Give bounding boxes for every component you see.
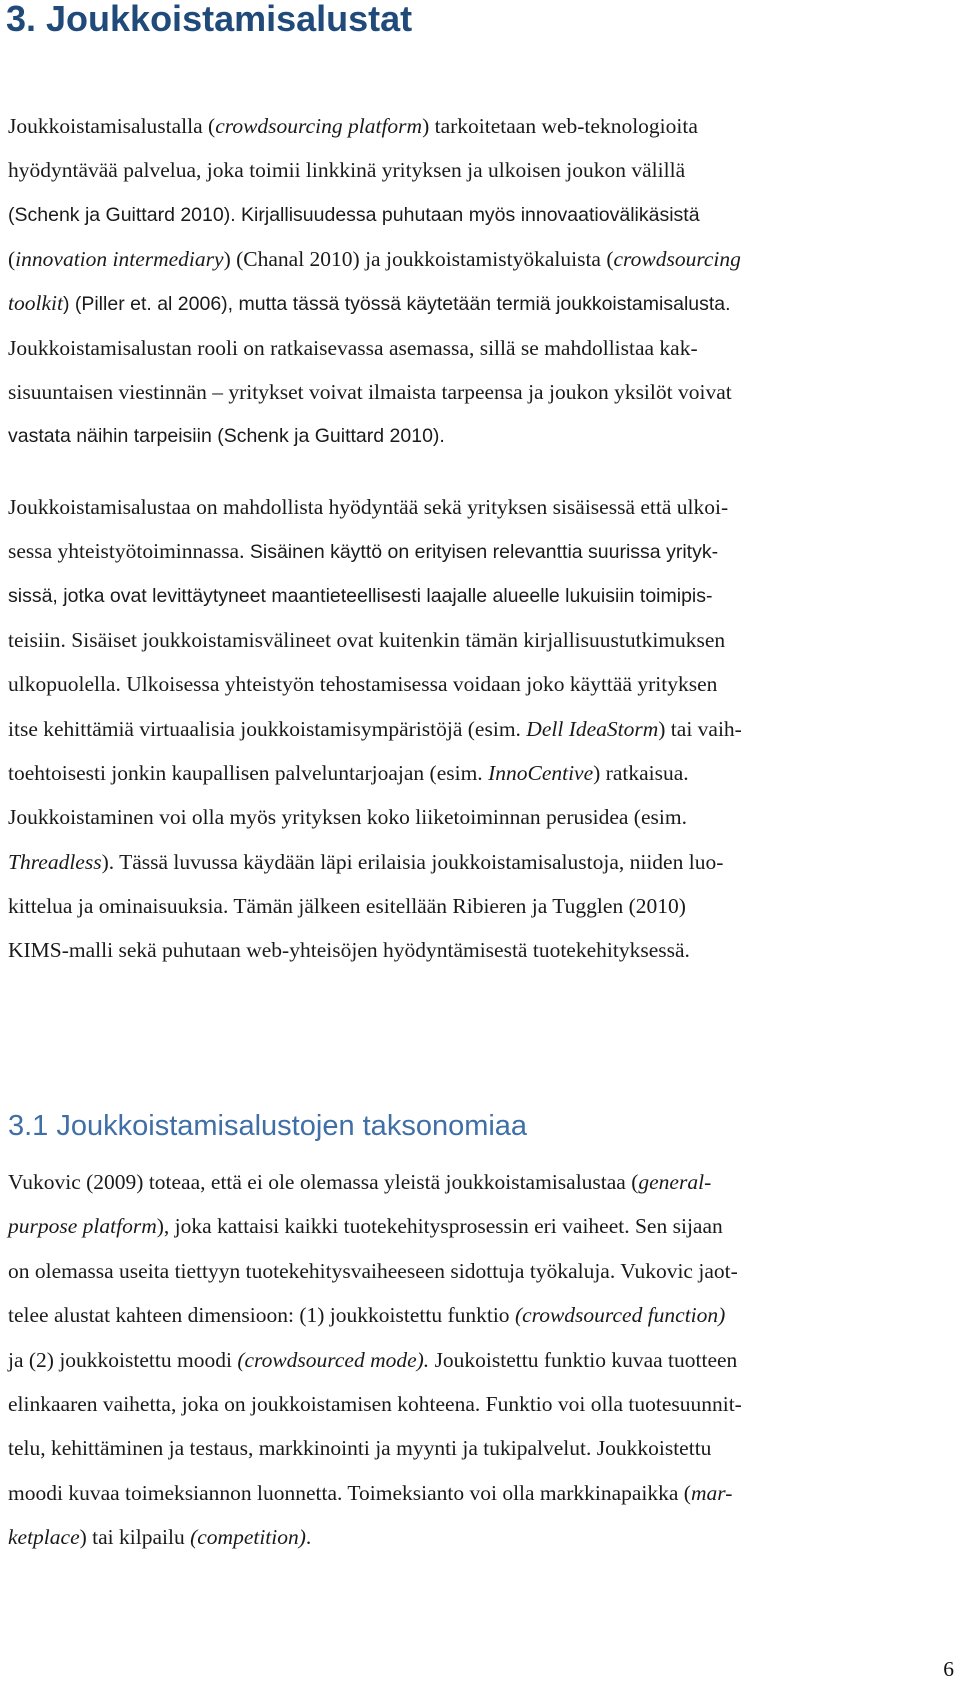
italic-term: toolkit <box>8 291 63 315</box>
text: ) tai vaih- <box>658 717 742 741</box>
paragraph-line: kittelua ja ominaisuuksia. Tämän jälkeen esitellään Ribieren ja Tugglen (2010) <box>8 894 686 918</box>
italic-term: Dell IdeaStorm <box>526 717 659 741</box>
paragraph-line <box>8 1167 711 1197</box>
paragraph-line: KIMS-malli sekä puhutaan web-yhteisöjen hyödyntämisestä tuotekehityksessä. <box>8 938 690 962</box>
text: ja (2) joukkoistettu moodi <box>8 1348 238 1372</box>
paragraph-line <box>8 244 741 274</box>
paragraph-line <box>8 847 723 877</box>
text: Joukkoistamisalustalla ( <box>8 114 216 138</box>
italic-term: innovation intermediary <box>15 247 224 271</box>
text: ) (Chanal 2010) ja joukkoistamistyökaluista ( <box>223 247 614 271</box>
text: telee alustat kahteen dimensioon: (1) joukkoistettu funktio <box>8 1303 515 1327</box>
paragraph-line: on olemassa useita tiettyyn tuotekehitysvaiheeseen sidottuja työkaluja. Vukovic jaot- <box>8 1259 738 1283</box>
paragraph-line: hyödyntävää palvelua, joka toimii linkkinä yrityksen ja ulkoisen joukon välillä <box>8 158 686 182</box>
paragraph-line: sissä, jotka ovat levittäytyneet maantieteellisesti laajalle alueelle lukuisiin toimipis- <box>8 585 713 607</box>
text: toehtoisesti jonkin kaupallisen palveluntarjoajan (esim. <box>8 761 489 785</box>
paragraph-line: (Schenk ja Guittard 2010). Kirjallisuudessa puhutaan myös innovaatiovälikäsistä <box>8 204 700 226</box>
paragraph-line <box>8 1522 311 1552</box>
subsection-heading: 3.1 Joukkoistamisalustojen taksonomiaa <box>8 1110 528 1142</box>
paragraph-line <box>8 1478 732 1508</box>
text: . <box>305 1525 312 1549</box>
paragraph-line: Joukkoistamisalustaa on mahdollista hyödyntää sekä yrityksen sisäisessä että ulkoi- <box>8 495 729 519</box>
paragraph-line: teisiin. Sisäiset joukkoistamisvälineet ovat kuitenkin tämän kirjallisuustutkimuksen <box>8 628 726 652</box>
text: ( <box>8 247 16 271</box>
text: ), joka kattaisi kaikki tuotekehitysprosessin eri vaiheet. Sen sijaan <box>156 1214 723 1238</box>
paragraph-line: Joukkoistaminen voi olla myös yrityksen koko liiketoiminnan perusidea (esim. <box>8 805 687 829</box>
italic-term: InnoCentive <box>488 761 594 785</box>
text: ) (Piller et. al 2006), mutta tässä työssä käytetään termiä joukkoistamisalusta. <box>62 293 731 315</box>
italic-term: Threadless <box>8 850 102 874</box>
text: ) tarkoitetaan web-teknologioita <box>422 114 698 138</box>
text: Sisäinen käyttö on erityisen relevanttia suurissa yrityk- <box>249 541 719 563</box>
paragraph-line: elinkaaren vaihetta, joka on joukkoistamisen kohteena. Funktio voi olla tuotesuunnit- <box>8 1392 742 1416</box>
paragraph-line: telu, kehittäminen ja testaus, markkinointi ja myynti ja tukipalvelut. Joukkoistettu <box>8 1436 712 1460</box>
paragraph-line <box>8 714 742 744</box>
text: sessa yhteistyötoiminnassa. <box>8 539 250 563</box>
paragraph-line <box>8 111 698 141</box>
paragraph-line: ulkopuolella. Ulkoisessa yhteistyön tehostamisessa voidaan joko käyttää yrityksen <box>8 672 718 696</box>
paragraph-line <box>8 1345 737 1375</box>
italic-term: crowdsourcing <box>613 247 741 271</box>
paragraph-line: sisuuntaisen viestinnän – yritykset voivat ilmaista tarpeensa ja joukon yksilöt voivat <box>8 380 732 404</box>
text: itse kehittämiä virtuaalisia joukkoistamisympäristöjä (esim. <box>8 717 527 741</box>
italic-term: (crowdsourced mode). <box>237 1348 430 1372</box>
section-heading: 3. Joukkoistamisalustat <box>6 0 413 39</box>
text: ) ratkaisua. <box>593 761 689 785</box>
italic-term: purpose platform <box>8 1214 157 1238</box>
paragraph-line: vastata näihin tarpeisiin (Schenk ja Guittard 2010). <box>8 425 445 447</box>
paragraph-line <box>8 536 718 567</box>
text: ). Tässä luvussa käydään läpi erilaisia joukkoistamisalustoja, niiden luo- <box>101 850 724 874</box>
text: moodi kuvaa toimeksiannon luonnetta. Toimeksianto voi olla markkinapaikka ( <box>8 1481 691 1505</box>
italic-term: mar- <box>690 1481 733 1505</box>
italic-term: (competition) <box>190 1525 306 1549</box>
italic-term: ketplace <box>8 1525 80 1549</box>
paragraph-line: Joukkoistamisalustan rooli on ratkaisevassa asemassa, sillä se mahdollistaa kak- <box>8 336 698 360</box>
paragraph-line <box>8 288 731 319</box>
italic-term: crowdsourcing platform <box>215 114 423 138</box>
page-number: 6 <box>943 1657 954 1681</box>
italic-term: (crowdsourced function) <box>514 1303 726 1327</box>
italic-term: general- <box>638 1170 712 1194</box>
text: ) tai kilpailu <box>79 1525 191 1549</box>
paragraph-line <box>8 1300 725 1330</box>
paragraph-line <box>8 758 689 788</box>
text: Vukovic (2009) toteaa, että ei ole olemassa yleistä joukkoistamisalustaa ( <box>8 1170 639 1194</box>
paragraph-line <box>8 1211 723 1241</box>
text: Joukoistettu funktio kuvaa tuotteen <box>429 1348 738 1372</box>
